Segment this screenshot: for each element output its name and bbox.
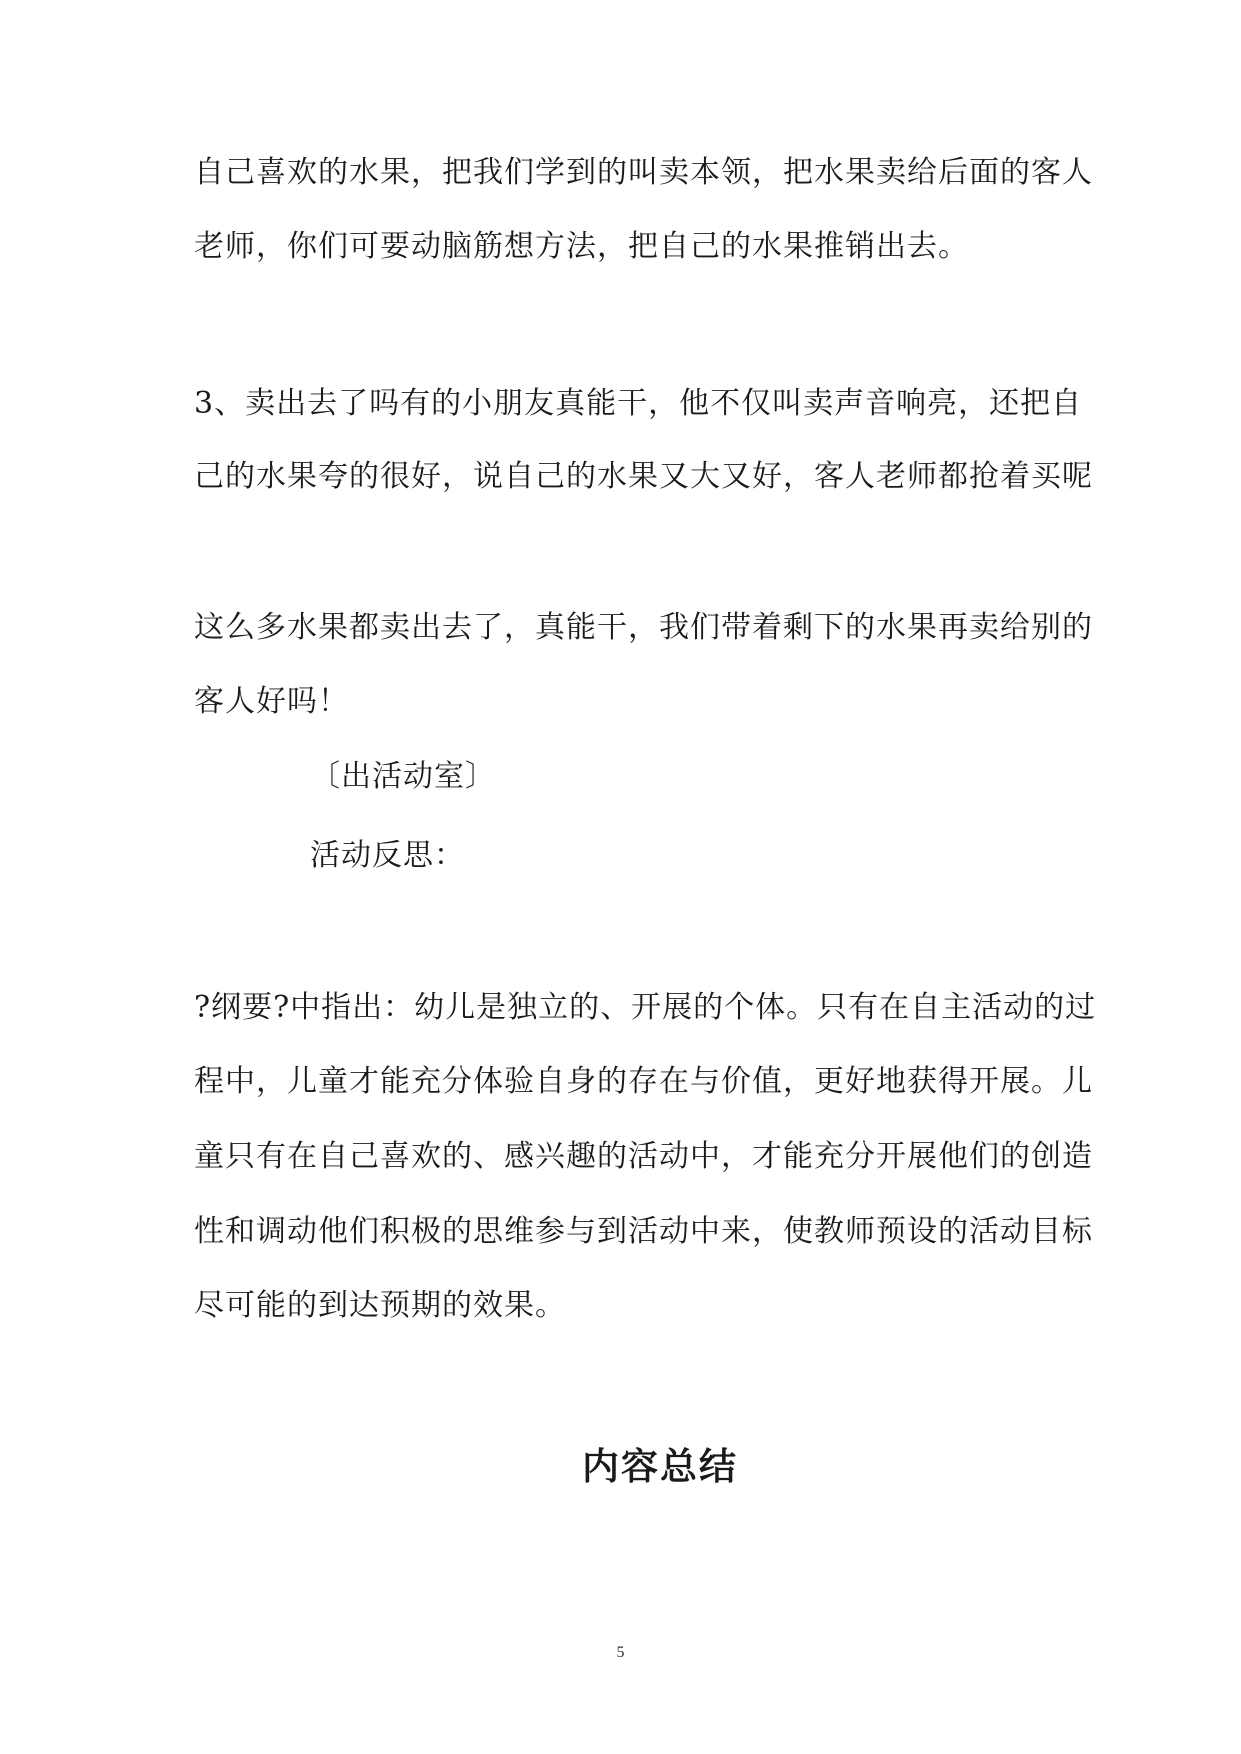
paragraph-line: 这么多水果都卖出去了，真能干，我们带着剩下的水果再卖给别的 (194, 610, 1093, 645)
paragraph-line: 〔出活动室〕 (310, 759, 496, 794)
paragraph-line: 程中，儿童才能充分体验自身的存在与价值，更好地获得开展。儿 (194, 1064, 1093, 1099)
paragraph-line: 尽可能的到达预期的效果。 (194, 1288, 566, 1323)
paragraph-line: 活动反思： (310, 838, 465, 873)
section-heading: 内容总结 (582, 1445, 738, 1488)
paragraph-line: 己的水果夸的很好，说自己的水果又大又好，客人老师都抢着买呢 (194, 459, 1093, 494)
paragraph-line: 3、卖出去了吗有的小朋友真能干，他不仅叫卖声音响亮，还把自 (194, 386, 1083, 421)
paragraph-line: ?纲要?中指出：幼儿是独立的、开展的个体。只有在自主活动的过 (194, 990, 1097, 1025)
paragraph-line: 自己喜欢的水果，把我们学到的叫卖本领，把水果卖给后面的客人 (194, 155, 1093, 190)
paragraph-line: 性和调动他们积极的思维参与到活动中来，使教师预设的活动目标 (194, 1214, 1093, 1249)
page-number: 5 (616, 1644, 625, 1661)
paragraph-line: 童只有在自己喜欢的、感兴趣的活动中，才能充分开展他们的创造 (194, 1139, 1093, 1174)
paragraph-line: 老师，你们可要动脑筋想方法，把自己的水果推销出去。 (194, 229, 969, 264)
paragraph-line: 客人好吗！ (194, 684, 349, 719)
